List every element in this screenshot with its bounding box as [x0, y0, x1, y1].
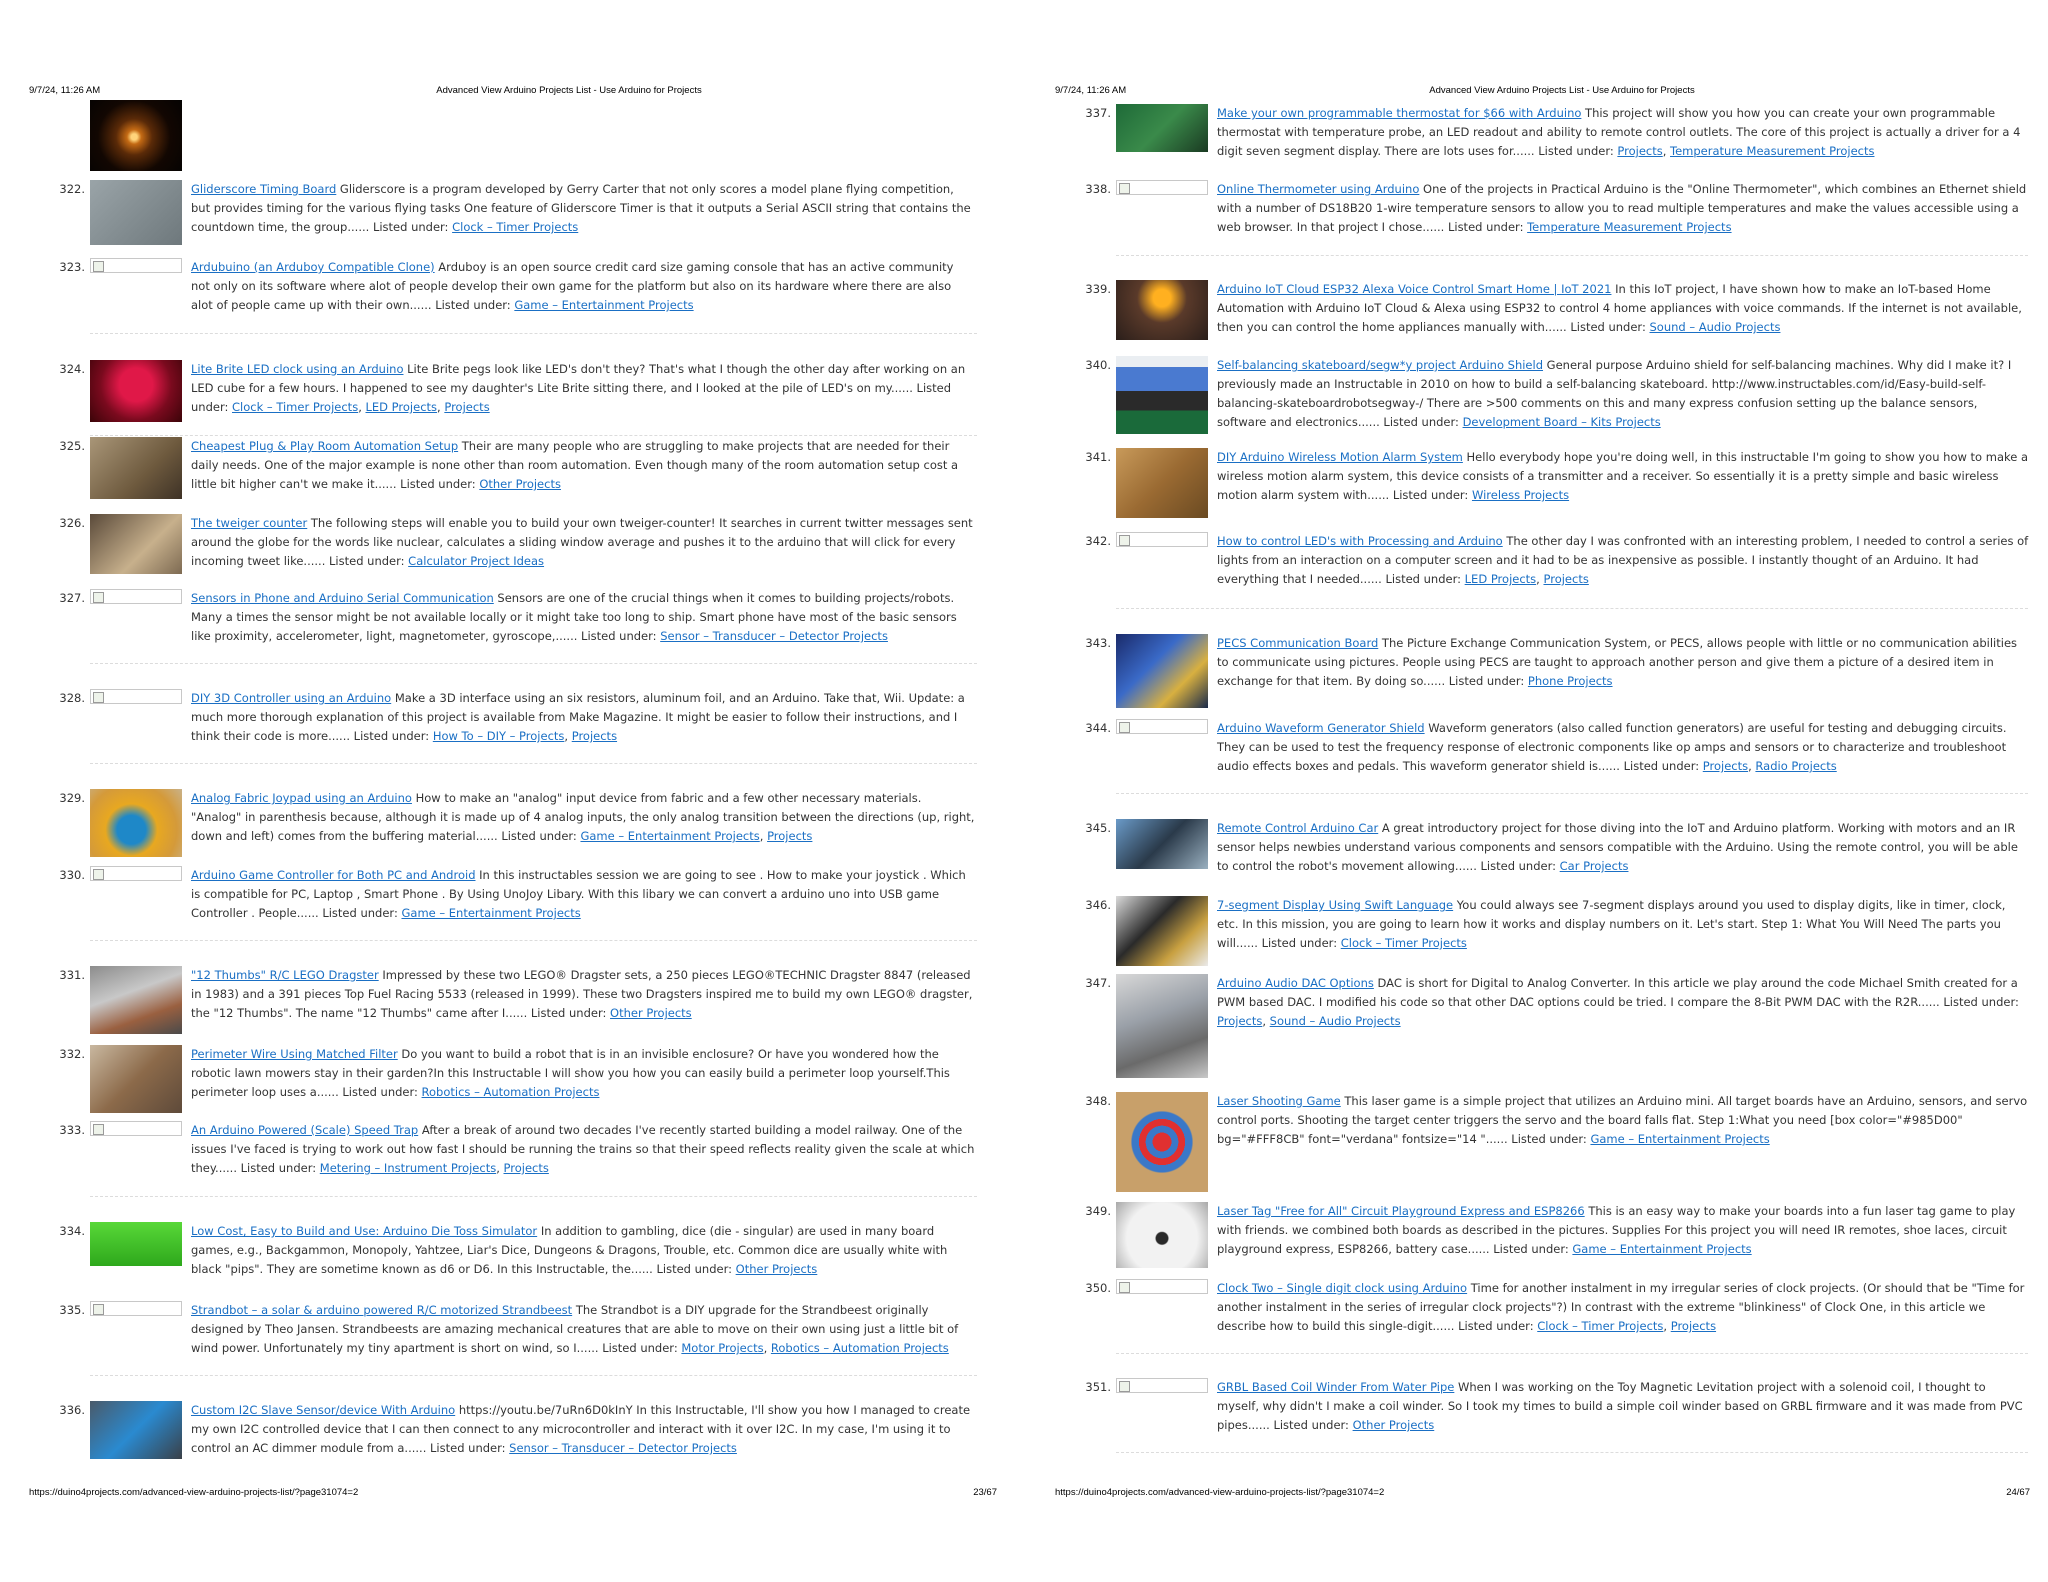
item-index: 346. — [1085, 898, 1111, 912]
project-title-link[interactable]: Lite Brite LED clock using an Arduino — [191, 362, 404, 376]
thumbnail-image[interactable] — [1116, 280, 1208, 340]
item-description — [191, 258, 975, 315]
thumbnail-image[interactable] — [90, 360, 182, 422]
item-index: 326. — [59, 516, 85, 530]
category-link[interactable]: Game – Entertainment Projects — [514, 298, 694, 312]
category-link[interactable]: Wireless Projects — [1471, 488, 1570, 502]
broken-image-icon[interactable] — [90, 1301, 182, 1316]
item-description: DIY 3D Controller using an Arduino Make a 3D interface using an six resistors, aluminum foil, and an Arduino. Take that, Wii. Update: a much more thorough explanation of this project is available from Make Magazine. It might be easier to follow their instructions, and I think their code is more...... Listed under: How To – DIY – Projects, Projects — [191, 691, 965, 743]
category-link[interactable]: Other Projects — [610, 1006, 692, 1020]
project-title-link[interactable]: Cheapest Plug & Play Room Automation Setup — [191, 439, 459, 453]
thumbnail-image[interactable] — [90, 1222, 182, 1266]
project-title-link[interactable]: Make your own programmable thermostat for $66 with Arduino — [1217, 106, 1582, 120]
thumbnail-image[interactable] — [1116, 974, 1208, 1078]
category-link[interactable]: Projects — [767, 829, 813, 843]
category-link[interactable]: Sound – Audio Projects — [1649, 320, 1781, 334]
description-text: In addition to gambling, dice (die - singular) are used in many board games, e.g., Backgammon, Monopoly, Yahtzee, Liar's Dice, Dungeons & Dragons, Trouble, etc. Common dice are usually white with black "pips". They are sometime known as d6 or D6. In this Instructable, the...... Listed under: — [191, 1224, 948, 1276]
category-link[interactable]: LED Projects — [365, 400, 438, 414]
category-link[interactable]: Game – Entertainment Projects — [401, 906, 581, 920]
thumbnail-image[interactable] — [1116, 448, 1208, 518]
project-title-link[interactable]: Analog Fabric Joypad using an Arduino — [191, 791, 412, 805]
thumbnail-image[interactable] — [1116, 819, 1208, 869]
item-description: Analog Fabric Joypad using an Arduino How to make an "analog" input device from fabric and a few other necessary materials. "Analog" in parenthesis because, although it is made up of 4 analog inputs, the only analog transition between the directions (up, right, down and left) comes from the buffering material...... Listed under: Game – Entertainment Projects, Projects — [191, 791, 975, 843]
project-title-link[interactable]: Arduino Audio DAC Options — [1217, 976, 1374, 990]
item-index: 332. — [59, 1047, 85, 1061]
broken-image-icon[interactable] — [90, 866, 182, 881]
item-index: 347. — [1085, 976, 1111, 990]
item-index: 340. — [1085, 358, 1111, 372]
item-description — [1217, 280, 2029, 337]
item-description: Arduino Waveform Generator Shield Waveform generators (also called function generators) are useful for testing and debugging circuits. They can be used to test the frequency response of electronic components like op amps and sensors or to characterize and troubleshoot audio effects boxes and pedals. This waveform generator shield is...... Listed under: Projects, Radio Projects — [1217, 721, 2007, 773]
item-description — [1217, 356, 2029, 432]
item-description: Lite Brite LED clock using an Arduino Lite Brite pegs look like LED's don't they? That's what I though the other day after working on an LED cube for a few hours. I happened to see my daughter's Lite Brite sitting there, and I looked at the pile of LED's on my...... Listed under: Clock – Timer Projects, LED Projects, Projects — [191, 362, 966, 414]
thumbnail-image — [90, 100, 182, 171]
thumbnail-image[interactable] — [90, 437, 182, 499]
description-text: Do you want to build a robot that is in an invisible enclosure? Or have you wondered how the robotic lawn mowers stay in their garden?In this Instructable I will show you how you can easily build a perimeter loop yourself.This perimeter loop uses a...... Listed under: — [191, 1047, 950, 1099]
item-description: How to control LED's with Processing and Arduino The other day I was confronted with an interesting problem, I needed to control a series of lights from an interaction on a computer screen and it had to be as inexpensive as possible. I instantly thought of an Arduino. It had everything that I needed...... Listed under: LED Projects, Projects — [1217, 534, 2029, 586]
header-title: Advanced View Arduino Projects List - Use Arduino for Projects — [436, 85, 702, 96]
description-text: In this instructables session we are going to see . How to make your joystick . Which is compatible for PC, Laptop , Smart Phone . By Using UnoJoy Libary. With this libary we can convert a arduino uno into USB game Controller . People...... Listed under: — [191, 868, 966, 920]
item-index: 348. — [1085, 1094, 1111, 1108]
item-description: Arduino Audio DAC Options DAC is short for Digital to Analog Converter. In this article we play around the code Michael Smith created for a PWM based DAC. I modified his code so that other DAC options could be tried. I compare the 8-Bit PWM DAC with the R2R...... Listed under: Projects, Sound – Audio Projects — [1217, 976, 2019, 1028]
thumbnail-image[interactable] — [1116, 634, 1208, 708]
category-link[interactable]: Projects — [1670, 1319, 1717, 1333]
category-link[interactable]: Other Projects — [1352, 1418, 1435, 1432]
item-description — [191, 589, 975, 646]
item-index: 334. — [59, 1224, 85, 1238]
item-index: 342. — [1085, 534, 1111, 548]
divider — [90, 333, 977, 334]
description-text: The following steps will enable you to build your own tweiger-counter! It searches in current twitter messages sent around the globe for the words like nuclear, calculates a sliding window average and pushes it to the arduino that will click for every incoming tweet like...... Listed under: — [191, 516, 973, 568]
item-description — [1217, 180, 2029, 237]
description-text: Their are many people who are struggling to make projects that are needed for their daily needs. One of the major example is none other than room automation. Even though many of the room automation setup cost a little bit higher can't we make it...... Listed under: — [191, 439, 959, 491]
description-text: General purpose Arduino shield for self-balancing machines. Why did I make it? I previously made an Instructable in 2010 on how to build a self-balancing skateboard. http://www.instructables.com/id/Easy-build-self-balancing-skateboardrobotsegway-/ There are >500 comments on this and many express confusion setting up the balance sensors, software and electronics...... Listed under: — [1217, 358, 2012, 429]
thumbnail-image[interactable] — [1116, 1202, 1208, 1268]
category-link[interactable]: Phone Projects — [1527, 674, 1613, 688]
description-text: DAC is short for Digital to Analog Converter. In this article we play around the code Michael Smith created for a PWM based DAC. I modified his code so that other DAC options could be tried. I compare the 8-Bit PWM DAC with the R2R...... Listed under: — [1217, 976, 2019, 1009]
project-title-link[interactable]: GRBL Based Coil Winder From Water Pipe — [1217, 1380, 1455, 1394]
item-index: 329. — [59, 791, 85, 805]
project-title-link[interactable]: Remote Control Arduino Car — [1217, 821, 1379, 835]
divider — [90, 1375, 977, 1376]
item-description: Clock Two – Single digit clock using Arduino Time for another instalment in my irregular series of clock projects. (Or should that be "Time for another instalment in the series of irregular clock projects"?) In contrast with the extreme "blinkiness" of Clock One, in this article we describe how to build this single-digit...... Listed under: Clock – Timer Projects, Projects — [1217, 1281, 2025, 1333]
description-text: Waveform generators (also called function generators) are useful for testing and debugging circuits. They can be used to test the frequency response of electronic components like op amps and sensors or to characterize and troubleshoot audio effects boxes and pedals. This waveform generator shield is...... Listed under: — [1217, 721, 2007, 773]
description-text: This project will show you how you can create your own programmable thermostat with temperature probe, an LED readout and ability to remote control outlets. The core of this project is actually a driver for a 4 digit seven segment display. There are lots uses for...... Listed under: — [1217, 106, 2021, 158]
project-title-link[interactable]: Ardubuino (an Arduboy Compatible Clone) — [191, 260, 435, 274]
item-index: 331. — [59, 968, 85, 982]
item-index: 349. — [1085, 1204, 1111, 1218]
category-link[interactable]: Clock – Timer Projects — [232, 400, 359, 414]
category-link[interactable]: Sensor – Transducer – Detector Projects — [660, 629, 888, 643]
category-link[interactable]: Clock – Timer Projects — [1340, 936, 1467, 950]
thumbnail-image[interactable] — [1116, 356, 1208, 434]
project-title-link[interactable]: Online Thermometer using Arduino — [1217, 182, 1420, 196]
category-link[interactable]: Car Projects — [1559, 859, 1629, 873]
footer-page-number: 23/67 — [973, 1487, 997, 1498]
item-index: 337. — [1085, 106, 1111, 120]
category-link[interactable]: Projects — [1543, 572, 1589, 586]
item-description: Make your own programmable thermostat for $66 with Arduino This project will show you how you can create your own programmable thermostat with temperature probe, an LED readout and ability to remote control outlets. The core of this project is actually a driver for a 4 digit seven segment display. There are lots uses for...... Listed under: Projects, Temperature Measurement Projects — [1217, 106, 2021, 158]
broken-image-icon[interactable] — [90, 589, 182, 604]
page-footer — [0, 1487, 1024, 1507]
project-title-link[interactable]: Arduino IoT Cloud ESP32 Alexa Voice Control Smart Home | IoT 2021 — [1217, 282, 1612, 296]
description-text: Lite Brite pegs look like LED's don't they? That's what I though the other day after working on an LED cube for a few hours. I happened to see my daughter's Lite Brite sitting there, and I looked at the pile of LED's on my...... Listed under: — [191, 362, 966, 414]
divider — [1116, 255, 2028, 256]
project-title-link[interactable]: Sensors in Phone and Arduino Serial Communication — [191, 591, 494, 605]
category-link[interactable]: Robotics – Automation Projects — [770, 1341, 949, 1355]
item-index: 335. — [59, 1303, 85, 1317]
description-text: Time for another instalment in my irregular series of clock projects. (Or should that be "Time for another instalment in the series of irregular clock projects"?) In contrast with the extreme "blinkiness" of Clock One, in this article we describe how to build this single-digit...... Listed under: — [1217, 1281, 2025, 1333]
thumbnail-image[interactable] — [1116, 1092, 1208, 1192]
item-index: 325. — [59, 439, 85, 453]
project-title-link[interactable]: Perimeter Wire Using Matched Filter — [191, 1047, 398, 1061]
thumbnail-image[interactable] — [90, 180, 182, 245]
item-index: 345. — [1085, 821, 1111, 835]
item-description — [191, 966, 975, 1023]
item-index: 328. — [59, 691, 85, 705]
header-date: 9/7/24, 11:26 AM — [29, 85, 101, 96]
category-link[interactable]: Development Board – Kits Projects — [1462, 415, 1661, 429]
description-text: Gliderscore is a program developed by Gerry Carter that not only scores a model plane flying competition, but provides timing for the various flying tasks One feature of Gliderscore Timer is that it outputs a Serial ASCII string that contains the countdown time, the group...... Listed under: — [191, 182, 971, 234]
item-description — [1217, 1092, 2029, 1149]
item-index: 344. — [1085, 721, 1111, 735]
item-index: 341. — [1085, 450, 1111, 464]
description-text: The Strandbot is a DIY upgrade for the Strandbeest originally designed by Theo Jansen. Strandbeests are amazing mechanical creatures that are able to move on their own using just a little bit of wind power. Unfortunately my tiny apartment is short on wind, so I...... Listed under: — [191, 1303, 959, 1355]
header-title: Advanced View Arduino Projects List - Use Arduino for Projects — [1429, 85, 1695, 96]
project-title-link[interactable]: Arduino Game Controller for Both PC and Android — [191, 868, 476, 882]
project-title-link[interactable]: Clock Two – Single digit clock using Arduino — [1217, 1281, 1468, 1295]
description-text: Arduboy is an open source credit card size gaming console that has an active community not only on its software where alot of people develop their own game for the platform but also on its hardware where there are also alot of people came up with their own...... Listed under: — [191, 260, 954, 312]
project-title-link[interactable]: Laser Tag "Free for All" Circuit Playground Express and ESP8266 — [1217, 1204, 1585, 1218]
item-description — [191, 180, 975, 237]
item-index: 350. — [1085, 1281, 1111, 1295]
category-link[interactable]: Clock – Timer Projects — [452, 220, 579, 234]
category-link[interactable]: Game – Entertainment Projects — [1590, 1132, 1770, 1146]
thumbnail-image[interactable] — [90, 1045, 182, 1113]
description-text: The Picture Exchange Communication System, or PECS, allows people with little or no communication abilities to communicate using pictures. People using PECS are taught to approach another person and give them a picture of a desired item in exchange for that item. By doing so...... Listed under: — [1217, 636, 2018, 688]
item-description — [1217, 1378, 2029, 1435]
thumbnail-image[interactable] — [90, 789, 182, 857]
project-title-link[interactable]: 7-segment Display Using Swift Language — [1217, 898, 1454, 912]
page-right — [1024, 0, 2048, 1582]
item-index: 330. — [59, 868, 85, 882]
project-title-link[interactable]: PECS Communication Board — [1217, 636, 1379, 650]
project-title-link[interactable]: An Arduino Powered (Scale) Speed Trap — [191, 1123, 419, 1137]
divider — [90, 1196, 977, 1197]
header-date: 9/7/24, 11:26 AM — [1055, 85, 1127, 96]
item-description — [191, 514, 975, 571]
footer-url: https://duino4projects.com/advanced-view-arduino-projects-list/?page31074=2 — [1055, 1487, 1385, 1498]
description-text: This is an easy way to make your boards into a fun laser tag game to play with friends. we combined both boards as described in the pictures. Supplies For this project you will need IR remotes, shoe laces, circuit playground express, ESP8266, battery case...... Listed under: — [1217, 1204, 2016, 1256]
item-description — [191, 1222, 975, 1279]
item-description — [1217, 896, 2029, 953]
item-description — [1217, 819, 2029, 876]
item-index: 343. — [1085, 636, 1111, 650]
category-link[interactable]: Calculator Project Ideas — [408, 554, 545, 568]
category-link[interactable]: Projects — [503, 1161, 549, 1175]
project-title-link[interactable]: Laser Shooting Game — [1217, 1094, 1341, 1108]
project-title-link[interactable]: DIY Arduino Wireless Motion Alarm System — [1217, 450, 1463, 464]
thumbnail-image[interactable] — [90, 514, 182, 574]
category-link[interactable]: Sensor – Transducer – Detector Projects — [509, 1441, 737, 1455]
page-header — [1024, 85, 2048, 105]
description-text: How to make an "analog" input device from fabric and a few other necessary materials. "Analog" in parenthesis because, although it is made up of 4 analog inputs, the only analog transition between the directions (up, right, down and left) comes from the buffering material...... Listed under: — [191, 791, 975, 843]
project-title-link[interactable]: Self-balancing skateboard/segw*y project Arduino Shield — [1217, 358, 1544, 372]
item-description — [1217, 634, 2029, 691]
category-link[interactable]: LED Projects — [1464, 572, 1537, 586]
broken-image-icon[interactable] — [1116, 1378, 1208, 1393]
footer-page-number: 24/67 — [2006, 1487, 2030, 1498]
item-index: 333. — [59, 1123, 85, 1137]
divider — [90, 763, 977, 764]
project-title-link[interactable]: Strandbot – a solar & arduino powered R/C motorized Strandbeest — [191, 1303, 573, 1317]
broken-image-icon[interactable] — [1116, 532, 1208, 547]
divider — [90, 940, 977, 941]
item-index: 336. — [59, 1403, 85, 1417]
description-text: When I was working on the Toy Magnetic Levitation project with a solenoid coil, I thought to myself, why didn't I make a coil winder. So I took my times to build a simple coil winder based on GRBL firmware and it was made from PVC pipes...... Listed under: — [1217, 1380, 2023, 1432]
category-link[interactable]: Other Projects — [479, 477, 561, 491]
description-text: You could always see 7-segment displays around you used to display digits, like in timer, clock, etc. In this mission, you are going to learn how it works and display numbers on it. Let's start. Step 1: What You Will Need The parts you will...... Listed under: — [1217, 898, 2006, 950]
item-description — [1217, 448, 2029, 505]
item-description — [191, 437, 975, 494]
item-description — [1217, 1202, 2029, 1259]
description-text: This laser game is a simple project that utilizes an Arduino mini. All target boards have an Arduino, sensors, and servo control ports. Shooting the target center triggers the servo and the board falls flat. Step 1:What you need [box color="#985D00" bg="#FFF8CB" font="verdana" fontsize="14 "...... Listed under: — [1217, 1094, 2028, 1146]
thumbnail-image[interactable] — [90, 966, 182, 1034]
project-title-link[interactable]: Gliderscore Timing Board — [191, 182, 337, 196]
broken-image-icon[interactable] — [90, 689, 182, 704]
project-title-link[interactable]: Arduino Waveform Generator Shield — [1217, 721, 1425, 735]
divider — [1116, 1452, 2028, 1453]
item-index: 324. — [59, 362, 85, 376]
description-text: https://youtu.be/7uRn6D0kInY In this Instructable, I'll show you how I managed to create my own I2C controlled device that I can then connect to any microcontroller and interact with it over I2C. In my case, I'm using it to control an AC dimmer module from a...... Listed under: — [191, 1403, 971, 1455]
item-description: An Arduino Powered (Scale) Speed Trap After a break of around two decades I've recently started building a model railway. One of the issues I've faced is trying to work out how fast I should be running the trains so that their speed reflects reality given the scale at which they...... Listed under: Metering – Instrument Projects, Projects — [191, 1123, 975, 1175]
category-link[interactable]: Motor Projects — [681, 1341, 764, 1355]
broken-image-icon[interactable] — [1116, 180, 1208, 195]
category-link[interactable]: Projects — [1617, 144, 1663, 158]
page-footer — [1024, 1487, 2048, 1507]
divider — [90, 435, 977, 436]
divider — [90, 663, 977, 664]
thumbnail-image[interactable] — [90, 1401, 182, 1459]
footer-url: https://duino4projects.com/advanced-view-arduino-projects-list/?page31074=2 — [29, 1487, 359, 1498]
category-link[interactable]: Robotics – Automation Projects — [421, 1085, 600, 1099]
item-description — [191, 1045, 975, 1102]
broken-image-icon[interactable] — [1116, 1279, 1208, 1294]
category-link[interactable]: Temperature Measurement Projects — [1670, 144, 1875, 158]
thumbnail-image[interactable] — [1116, 104, 1208, 152]
description-text: Sensors are one of the crucial things when it comes to building projects/robots. Many a times the sensor might be not available locally or it might take too long to ship. Smart phone have most of the basic sensors like proximity, accelerometer, light, magnetometer, gyroscope,...... Listed under: — [191, 591, 957, 643]
thumbnail-image[interactable] — [1116, 896, 1208, 966]
item-description — [191, 1401, 975, 1458]
category-link[interactable]: Clock – Timer Projects — [1537, 1319, 1664, 1333]
item-index: 339. — [1085, 282, 1111, 296]
project-title-link[interactable]: Custom I2C Slave Sensor/device With Arduino — [191, 1403, 456, 1417]
category-link[interactable]: Projects — [1217, 1014, 1263, 1028]
item-index: 322. — [59, 182, 85, 196]
project-title-link[interactable]: Low Cost, Easy to Build and Use: Arduino Die Toss Simulator — [191, 1224, 538, 1238]
category-link[interactable]: Radio Projects — [1755, 759, 1837, 773]
divider — [1116, 793, 2028, 794]
category-link[interactable]: Metering – Instrument Projects — [319, 1161, 497, 1175]
item-index: 323. — [59, 260, 85, 274]
item-description: Strandbot – a solar & arduino powered R/C motorized Strandbeest The Strandbot is a DIY upgrade for the Strandbeest originally designed by Theo Jansen. Strandbeests are amazing mechanical creatures that are able to move on their own using just a little bit of wind power. Unfortunately my tiny apartment is short on wind, so I...... Listed under: Motor Projects, Robotics – Automation Projects — [191, 1303, 959, 1355]
description-text: The other day I was confronted with an interesting problem, I needed to control a series of lights from an interaction on a computer screen and it had to be as inexpensive as possible. I instantly thought of an Arduino. It had everything that I needed...... Listed under: — [1217, 534, 2029, 586]
description-text: Impressed by these two LEGO® Dragster sets, a 250 pieces LEGO®TECHNIC Dragster 8847 (released in 1983) and a 391 pieces Top Fuel Racing 5533 (released in 1999). These two Dragsters inspired me to build my own LEGO® dragster, the "12 Thumbs". The name "12 Thumbs" came after I...... Listed under: — [191, 968, 973, 1020]
item-description — [191, 866, 975, 923]
divider — [1116, 1353, 2028, 1354]
broken-image-icon[interactable] — [90, 258, 182, 273]
category-link[interactable]: Projects — [1702, 759, 1749, 773]
project-title-link[interactable]: "12 Thumbs" R/C LEGO Dragster — [191, 968, 379, 982]
category-link[interactable]: Sound – Audio Projects — [1269, 1014, 1401, 1028]
item-index: 351. — [1085, 1380, 1111, 1394]
description-text: One of the projects in Practical Arduino is the "Online Thermometer", which combines an Ethernet shield with a number of DS18B20 1-wire temperature sensors to allow you to read multiple temperatures and make the values accessible using a web browser. In that project I chose...... Listed under: — [1217, 182, 2027, 234]
project-title-link[interactable]: The tweiger counter — [191, 516, 308, 530]
broken-image-icon[interactable] — [1116, 719, 1208, 734]
category-link[interactable]: Projects — [444, 400, 490, 414]
category-link[interactable]: How To – DIY – Projects — [432, 729, 565, 743]
project-title-link[interactable]: DIY 3D Controller using an Arduino — [191, 691, 392, 705]
project-title-link[interactable]: How to control LED's with Processing and Arduino — [1217, 534, 1503, 548]
description-text: Make a 3D interface using an six resistors, aluminum foil, and an Arduino. Take that, Wii. Update: a much more thorough explanation of this project is available from Make Magazine. It might be easier to follow their instructions, and I think their code is more...... Listed under: — [191, 691, 965, 743]
category-link[interactable]: Other Projects — [735, 1262, 818, 1276]
broken-image-icon[interactable] — [90, 1121, 182, 1136]
description-text: Hello everybody hope you're doing well, in this instructable I'm going to show you how to make a wireless motion alarm system, this device consists of a transmitter and a receiver. So essentially it is a pretty simple and basic wireless motion alarm system with...... Listed under: — [1217, 450, 2029, 502]
category-link[interactable]: Game – Entertainment Projects — [580, 829, 760, 843]
category-link[interactable]: Projects — [571, 729, 618, 743]
divider — [1116, 608, 2028, 609]
item-index: 327. — [59, 591, 85, 605]
category-link[interactable]: Temperature Measurement Projects — [1527, 220, 1732, 234]
description-text: After a break of around two decades I've recently started building a model railway. One of the issues I've faced is trying to work out how fast I should be running the trains so that their speed reflects reality given the scale at which they...... Listed under: — [191, 1123, 975, 1175]
description-text: In this IoT project, I have shown how to make an IoT-based Home Automation with Arduino IoT Cloud & Alexa using ESP32 to control 4 home appliances with voice commands. If the internet is not available, then you can control the home appliances manually with...... Listed under: — [1217, 282, 2022, 334]
description-text: A great introductory project for those diving into the IoT and Arduino platform. Working with motors and an IR sensor helps newbies understand various components and sensors compatible with the Arduino. Using the remote control, you will be able to control the robot's movement allowing...... Listed under: — [1217, 821, 2018, 873]
category-link[interactable]: Game – Entertainment Projects — [1572, 1242, 1752, 1256]
item-index: 338. — [1085, 182, 1111, 196]
